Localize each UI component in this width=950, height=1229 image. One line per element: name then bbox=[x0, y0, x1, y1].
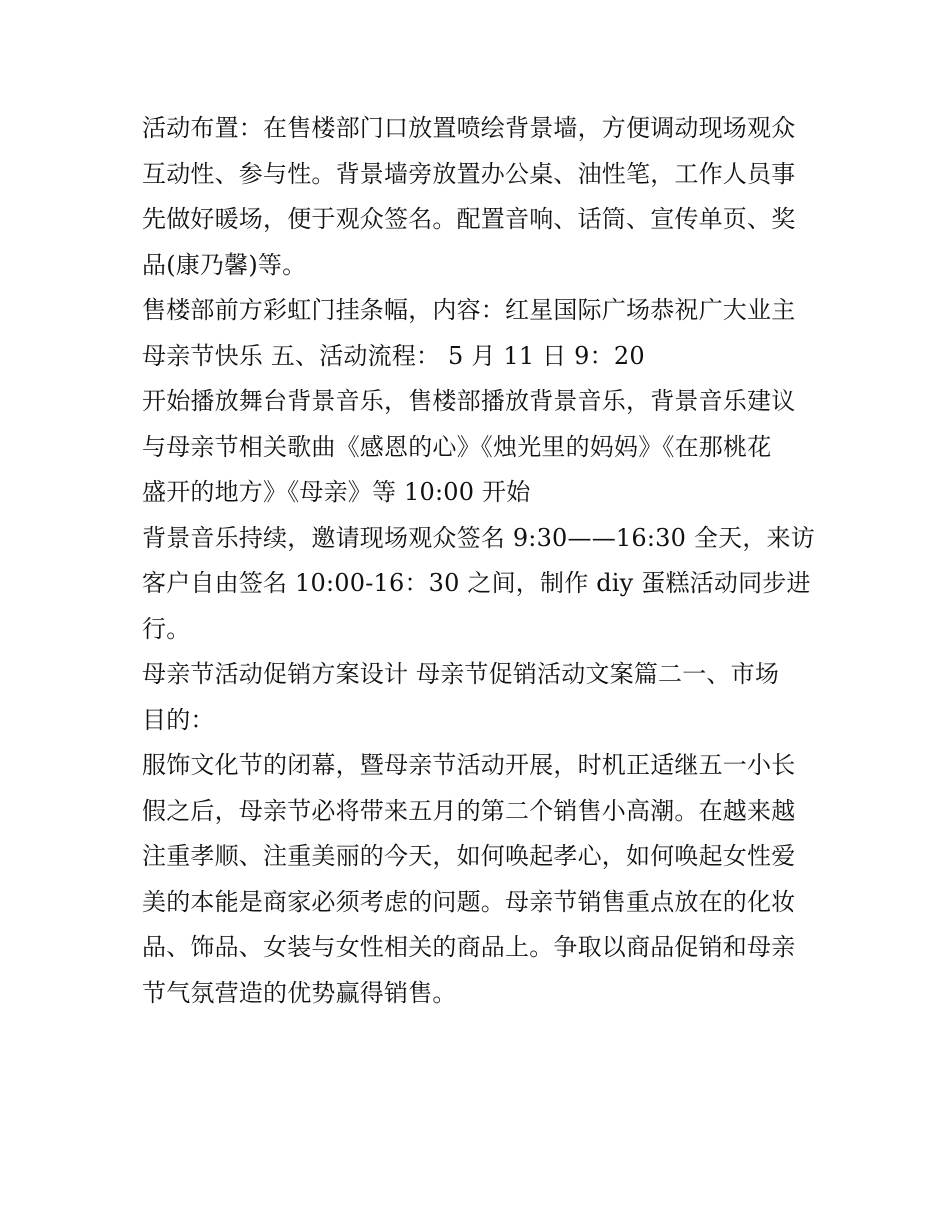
text-line: 母亲节活动促销方案设计 母亲节促销活动文案篇二一、市场 bbox=[142, 660, 780, 688]
text-line: 盛开的地方》《母亲》等 10:00 开始 bbox=[142, 478, 531, 506]
text-line: 开始播放舞台背景音乐，售楼部播放背景音乐，背景音乐建议 bbox=[142, 387, 796, 415]
text-line: 行。 bbox=[142, 614, 191, 643]
text-line: 先做好暖场，便于观众签名。配置音响、话筒、宣传单页、奖 bbox=[142, 205, 796, 233]
text-line: 母亲节快乐 五、活动流程： 5 月 11 日 9：20 bbox=[142, 341, 645, 370]
text-line: 售楼部前方彩虹门挂条幅，内容：红星国际广场恭祝广大业主 bbox=[142, 296, 796, 324]
text-line: 互动性、参与性。背景墙旁放置办公桌、油性笔，工作人员事 bbox=[142, 159, 796, 188]
text-line: 服饰文化节的闭幕，暨母亲节活动开展，时机正适继五一小长 bbox=[142, 751, 796, 779]
text-line: 客户自由签名 10:00-16：30 之间，制作 diy 蛋糕活动同步进 bbox=[142, 569, 811, 597]
text-line: 目的： bbox=[142, 705, 215, 734]
text-line: 品、饰品、女装与女性相关的商品上。争取以商品促销和母亲 bbox=[142, 933, 796, 961]
text-line: 与母亲节相关歌曲《感恩的心》《烛光里的妈妈》《在那桃花 bbox=[142, 432, 772, 461]
text-line: 品(康乃馨)等。 bbox=[142, 250, 307, 279]
text-line: 美的本能是商家必须考虑的问题。母亲节销售重点放在的化妆 bbox=[142, 887, 796, 916]
text-line: 注重孝顺、注重美丽的今天，如何唤起孝心，如何唤起女性爱 bbox=[142, 842, 796, 870]
text-line: 假之后，母亲节必将带来五月的第二个销售小高潮。在越来越 bbox=[142, 796, 796, 825]
text-line: 活动布置：在售楼部门口放置喷绘背景墙，方便调动现场观众 bbox=[142, 114, 796, 142]
document-body bbox=[142, 106, 822, 1016]
text-line: 背景音乐持续，邀请现场观众签名 9:30——16:30 全天，来访 bbox=[142, 523, 815, 552]
text-line: 节气氛营造的优势赢得销售。 bbox=[142, 978, 457, 1007]
